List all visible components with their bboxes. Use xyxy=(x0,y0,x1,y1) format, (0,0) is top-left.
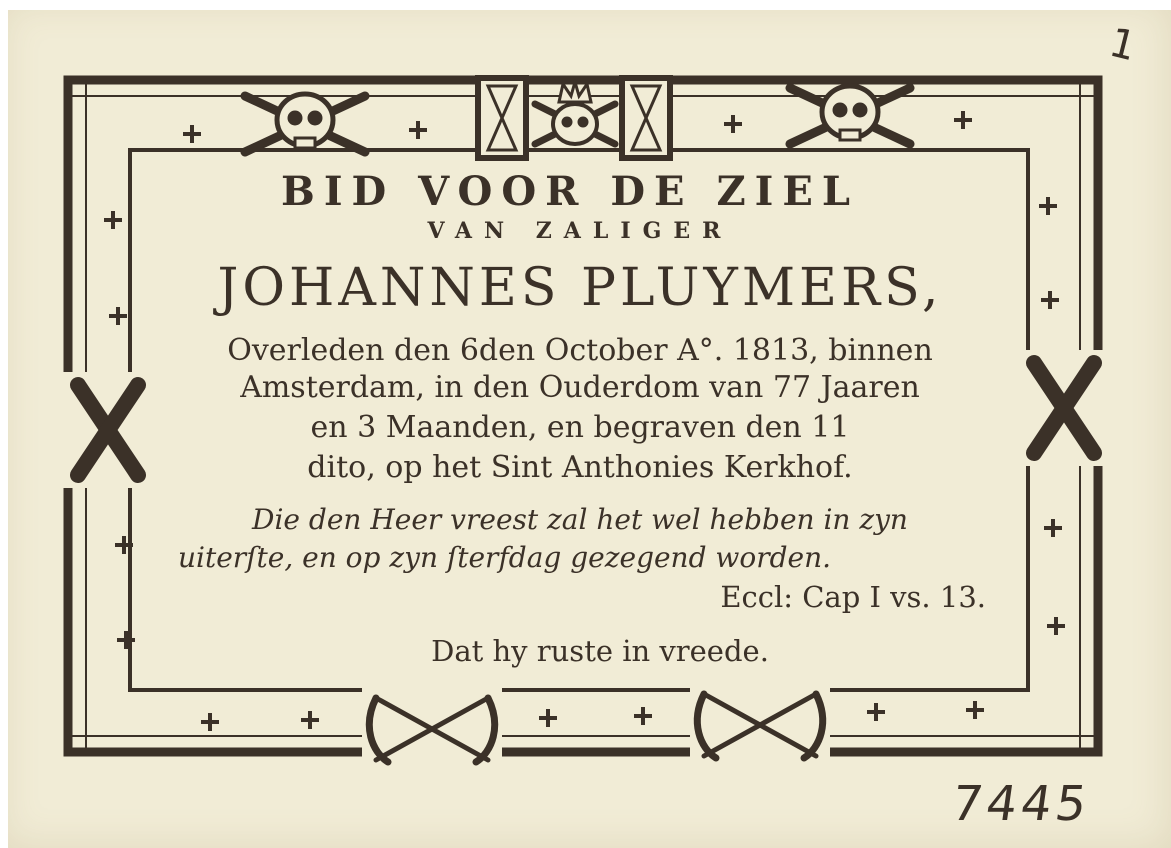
crossed-bones-icon xyxy=(63,372,153,488)
cross-icon xyxy=(966,701,984,719)
closing-line: Dat hy ruste in vreede. xyxy=(431,634,769,668)
cross-icon xyxy=(1047,617,1065,635)
cross-icon xyxy=(409,121,427,139)
crossed-scythes-icon xyxy=(690,682,830,762)
hourglass-icon xyxy=(622,78,670,158)
verse-citation: Eccl: Cap I vs. 13. xyxy=(720,580,986,614)
cross-icon xyxy=(109,307,127,325)
crossed-scythes-icon xyxy=(362,686,502,766)
hourglass-icon xyxy=(478,78,526,158)
verse-line-1: Die den Heer vreest zal het wel hebben in zyn xyxy=(252,503,908,536)
title-line-1: BID VOOR DE ZIEL xyxy=(281,168,859,215)
verse-line-2: uiterſte, en op zyn ſterfdag gezegend worden. xyxy=(178,541,832,574)
cross-icon xyxy=(1041,291,1059,309)
cross-icon xyxy=(301,711,319,729)
body-line-1: Overleden den 6den October A°. 1813, binnen xyxy=(227,333,933,368)
cross-icon xyxy=(117,631,135,649)
catalog-number: 7445 xyxy=(948,776,1095,832)
body-line-2: Amsterdam, in den Ouderdom van 77 Jaaren xyxy=(240,370,920,405)
cross-icon xyxy=(201,713,219,731)
cross-icon xyxy=(634,707,652,725)
title-line-2: VAN ZALIGER xyxy=(427,218,733,244)
crossed-bones-icon xyxy=(1019,350,1109,466)
body-line-3: en 3 Maanden, en begraven den 11 xyxy=(310,410,850,445)
cross-icon xyxy=(954,111,972,129)
corner-pencil-mark: 1 xyxy=(1104,19,1141,71)
skull-and-crossbones-icon xyxy=(790,86,910,144)
cross-icon xyxy=(104,211,122,229)
cross-icon xyxy=(1044,519,1062,537)
cross-icon xyxy=(1039,197,1057,215)
skull-and-crossbones-icon xyxy=(245,94,365,152)
body-line-4: dito, op het Sint Anthonies Kerkhof. xyxy=(307,450,853,485)
cross-icon xyxy=(724,115,742,133)
cross-icon xyxy=(539,709,557,727)
deceased-name: JOHANNES PLUYMERS, xyxy=(217,258,943,318)
crowned-skull-icon xyxy=(535,82,615,144)
cross-icon xyxy=(867,703,885,721)
cross-icon xyxy=(183,125,201,143)
